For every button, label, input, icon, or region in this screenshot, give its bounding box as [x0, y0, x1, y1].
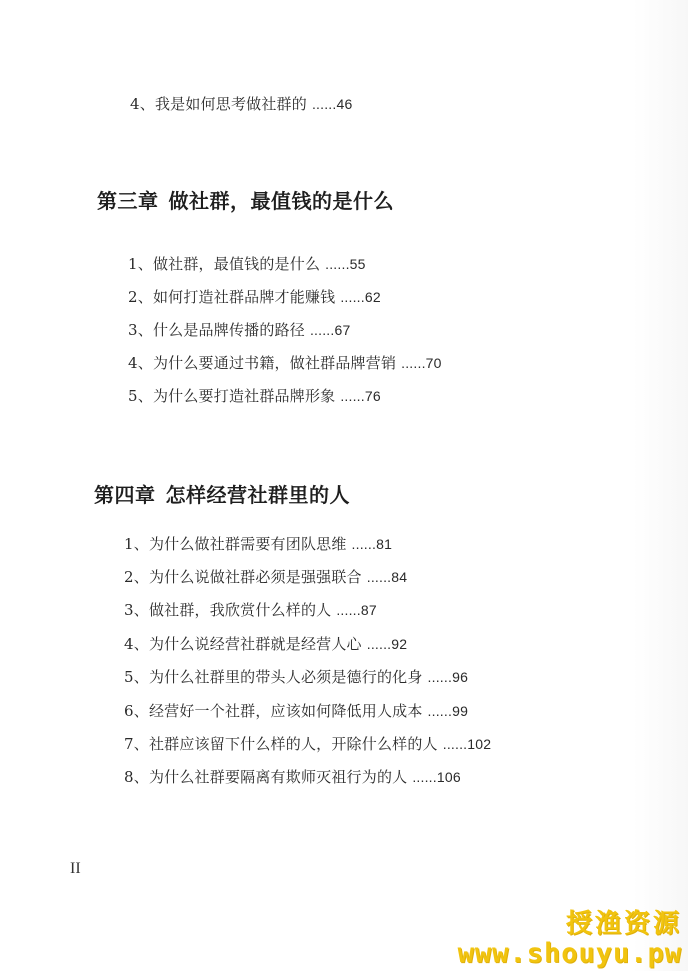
entry-text: 为什么社群里的带头人必须是德行的化身 [148, 668, 423, 686]
entry-page-number: 102 [467, 736, 492, 752]
entry-page-number: 62 [364, 289, 381, 305]
entry-text: 经营好一个社群，应该如何降低用人成本 [148, 702, 423, 720]
page-number: II [70, 860, 81, 877]
toc-entry [128, 386, 381, 406]
entry-leader-dots: ...... [351, 536, 377, 552]
entry-leader-dots: ...... [309, 322, 335, 338]
chapter-4-heading [94, 482, 350, 508]
entry-number: 5、 [124, 668, 149, 686]
entry-text: 我是如何思考做社群的 [154, 95, 307, 113]
entry-page-number: 70 [425, 355, 442, 371]
entry-number: 1、 [128, 255, 153, 273]
chapter-label: 第三章 [97, 189, 159, 213]
entry-page-number: 46 [336, 96, 353, 112]
chapter-title: 做社群，最值钱的是什么 [168, 189, 394, 213]
watermark-title: 授渔资源 [565, 909, 682, 939]
entry-page-number: 106 [436, 769, 461, 785]
entry-text: 为什么说做社群必须是强强联合 [148, 568, 362, 586]
entry-leader-dots: ...... [340, 289, 365, 305]
entry-leader-dots: ...... [401, 355, 426, 371]
toc-entry [124, 767, 461, 787]
entry-number: 4、 [124, 635, 149, 653]
entry-leader-dots: ...... [427, 669, 453, 685]
toc-entry [124, 667, 468, 687]
entry-number: 4、 [130, 95, 155, 113]
toc-entry [124, 600, 377, 620]
entry-number: 8、 [124, 768, 149, 786]
toc-entry [128, 320, 350, 340]
toc-entry [124, 567, 407, 587]
entry-leader-dots: ...... [311, 96, 337, 112]
entry-page-number: 67 [334, 322, 351, 338]
entry-leader-dots: ...... [412, 769, 437, 785]
entry-text: 社群应该留下什么样的人，开除什么样的人 [148, 735, 438, 753]
entry-leader-dots: ...... [325, 256, 350, 272]
entry-number: 5、 [128, 387, 153, 405]
toc-entry [124, 701, 468, 721]
entry-text: 如何打造社群品牌才能赚钱 [152, 288, 336, 306]
entry-leader-dots: ...... [366, 569, 392, 585]
entry-page-number: 92 [391, 636, 408, 652]
chapter-title: 怎样经营社群里的人 [165, 483, 350, 507]
entry-page-number: 81 [376, 536, 393, 552]
entry-page-number: 96 [452, 669, 469, 685]
chapter-3-heading [97, 188, 394, 214]
entry-leader-dots: ...... [427, 703, 453, 719]
entry-number: 6、 [124, 702, 149, 720]
chapter-label: 第四章 [94, 483, 156, 507]
entry-number: 3、 [128, 321, 153, 339]
entry-page-number: 55 [349, 256, 366, 272]
entry-text: 为什么做社群需要有团队思维 [148, 535, 347, 553]
entry-text: 做社群，我欣赏什么样的人 [148, 601, 332, 619]
toc-entry [128, 254, 366, 274]
entry-number: 2、 [124, 568, 149, 586]
entry-number: 3、 [124, 601, 149, 619]
entry-text: 什么是品牌传播的路径 [152, 321, 305, 339]
toc-entry [124, 534, 392, 554]
entry-leader-dots: ...... [340, 388, 365, 404]
toc-entry [124, 734, 491, 754]
entry-text: 做社群，最值钱的是什么 [152, 255, 321, 273]
entry-page-number: 84 [391, 569, 408, 585]
entry-page-number: 76 [364, 388, 381, 404]
entry-number: 4、 [128, 354, 153, 372]
entry-text: 为什么要通过书籍，做社群品牌营销 [152, 354, 397, 372]
toc-entry [130, 94, 352, 114]
entry-number: 7、 [124, 735, 149, 753]
entry-page-number: 99 [452, 703, 469, 719]
entry-text: 为什么社群要隔离有欺师灭祖行为的人 [148, 768, 408, 786]
toc-entry [128, 287, 381, 307]
toc-entry [124, 634, 407, 654]
entry-leader-dots: ...... [366, 636, 392, 652]
entry-number: 2、 [128, 288, 153, 306]
entry-page-number: 87 [360, 602, 377, 618]
watermark-url: www.shouyu.pw [457, 938, 682, 969]
toc-entry [128, 353, 442, 373]
entry-text: 为什么要打造社群品牌形象 [152, 387, 336, 405]
entry-leader-dots: ...... [442, 736, 468, 752]
entry-text: 为什么说经营社群就是经营人心 [148, 635, 362, 653]
entry-number: 1、 [124, 535, 149, 553]
entry-leader-dots: ...... [336, 602, 361, 618]
